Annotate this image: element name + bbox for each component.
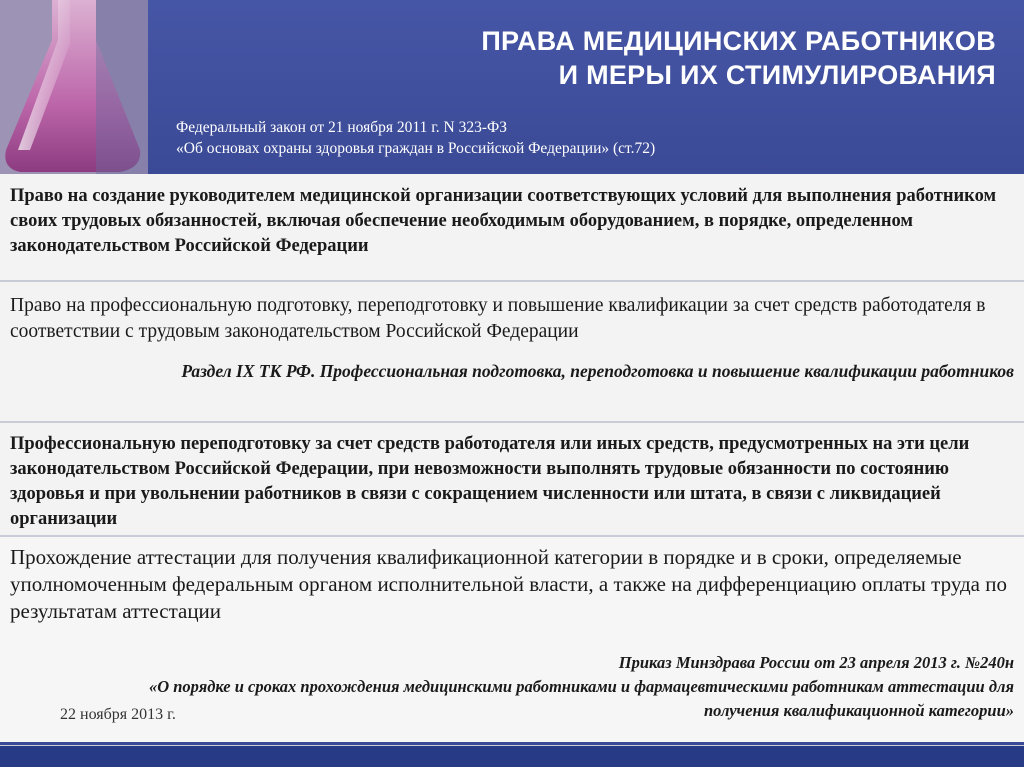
slide-date: 22 ноября 2013 г. [60, 706, 176, 723]
right-text-4: Прохождение аттестации для получения квалификационной категории в порядке и в сроки, определяемые уполномоченным федеральным органом исполнительной власти, а также на дифференциацию оплаты труда по результатам аттестации [10, 545, 1007, 623]
page-title [180, 24, 996, 92]
right-text-2: Право на профессиональную подготовку, переподготовку и повышение квалификации за счет средств работодателя в соответствии с трудовым законодательством Российской Федерации [10, 295, 986, 342]
right-note-2: Раздел IX ТК РФ. Профессиональная подготовка, переподготовка и повышение квалификации работников [181, 361, 1014, 381]
right-item-3 [0, 423, 1024, 537]
footer-divider [0, 742, 1024, 745]
law-reference [176, 117, 655, 159]
title-line-1: ПРАВА МЕДИЦИНСКИХ РАБОТНИКОВ [481, 26, 996, 56]
order-reference-line-2: «О порядке и сроках прохождения медицинскими работниками и фармацевтическими работникам аттестации для получения квалификационной категории» [148, 677, 1014, 720]
footer-bar [0, 746, 1024, 767]
law-line-1: Федеральный закон от 21 ноября 2011 г. N 323-ФЗ [176, 119, 508, 136]
order-reference-line-1: Приказ Минздрава России от 23 апреля 2013 г. №240н [618, 653, 1014, 672]
header-banner [0, 0, 1024, 174]
flask-image [0, 0, 148, 174]
law-line-2: «Об основах охраны здоровья граждан в Российской Федерации» (ст.72) [176, 140, 656, 157]
right-item-1 [0, 174, 1024, 282]
rights-list [0, 174, 1024, 746]
flask-icon [0, 0, 148, 174]
right-text-1: Право на создание руководителем медицинской организации соответствующих условий для выполнения работником своих трудовых обязанностей, включая обеспечение необходимым оборудованием, в порядке, определенном законодательством Российской Федерации [10, 186, 997, 256]
title-line-2: И МЕРЫ ИХ СТИМУЛИРОВАНИЯ [558, 60, 996, 90]
right-item-2 [0, 282, 1024, 423]
right-text-3: Профессиональную переподготовку за счет средств работодателя или иных средств, предусмотренных на эти цели законодательством Российской Федерации, при невозможности выполнять трудовые обязанности по состоянию здоровья и при увольнении работников в связи с сокращением численности или штата, в связи с ликвидацией организации [10, 434, 970, 529]
